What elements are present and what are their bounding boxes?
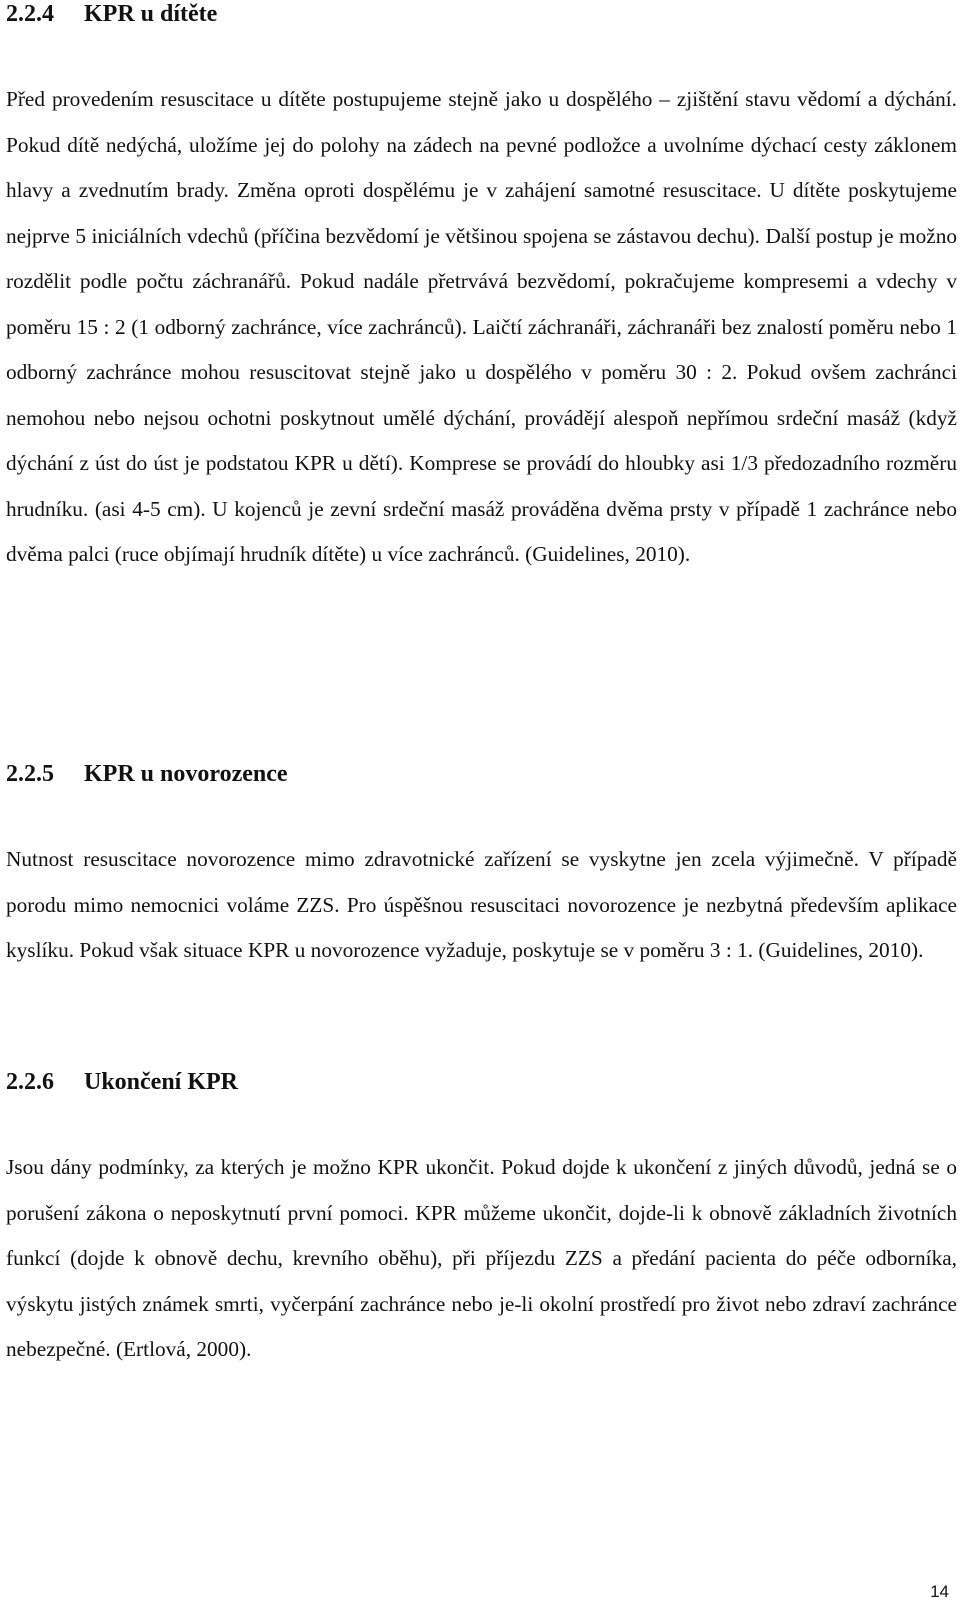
section-number: 2.2.5 (6, 761, 54, 787)
section-heading-2-2-4 (6, 0, 217, 28)
section-title: KPR u novorozence (84, 761, 288, 787)
page-number: 14 (930, 1582, 949, 1601)
section-heading-2-2-5 (6, 760, 288, 788)
section-paragraph-2-2-4: Před provedením resuscitace u dítěte postupujeme stejně jako u dospělého – zjištění stavu vědomí a dýchání. Pokud dítě nedýchá, uložíme jej do polohy na zádech na pevné podložce a uvolníme dýchací cesty záklonem hlavy a zvednutím brady. Změna oproti dospělému je v zahájení samotné resuscitace. U dítěte poskytujeme nejprve 5 iniciálních vdechů (příčina bezvědomí je většinou spojena se zástavou dechu). Další postup je možno rozdělit podle počtu záchranářů. Pokud nadále přetrvává bezvědomí, pokračujeme kompresemi a vdechy v poměru 15 : 2 (1 odborný zachránce, více zachránců). Laičtí záchranáři, záchranáři bez znalostí poměru nebo 1 odborný zachránce mohou resuscitovat stejně jako u dospělého v poměru 30 : 2. Pokud ovšem zachránci nemohou nebo nejsou ochotni poskytnout umělé dýchání, provádějí alespoň nepřímou srdeční masáž (když dýchání z úst do úst je podstatou KPR u dětí). Komprese se provádí do hloubky asi 1/3 předozadního rozměru hrudníku. (asi 4-5 cm). U kojenců je zevní srdeční masáž prováděna dvěma prsty v případě 1 zachránce nebo dvěma palci (ruce objímají hrudník dítěte) u více zachránců. (Guidelines, 2010). (6, 87, 957, 566)
section-paragraph-2-2-6: Jsou dány podmínky, za kterých je možno KPR ukončit. Pokud dojde k ukončení z jiných důvodů, jedná se o porušení zákona o neposkytnutí první pomoci. KPR můžeme ukončit, dojde-li k obnově základních životních funkcí (dojde k obnově dechu, krevního oběhu), při příjezdu ZZS a předání pacienta do péče odborníka, výskytu jistých známek smrti, vyčerpání zachránce nebo je-li okolní prostředí pro život nebo zdraví zachránce nebezpečné. (Ertlová, 2000). (6, 1155, 957, 1361)
section-number: 2.2.4 (6, 1, 54, 27)
section-title: Ukončení KPR (84, 1069, 239, 1095)
section-paragraph-2-2-5: Nutnost resuscitace novorozence mimo zdravotnické zařízení se vyskytne jen zcela výjimečně. V případě porodu mimo nemocnici voláme ZZS. Pro úspěšnou resuscitaci novorozence je nezbytná především aplikace kyslíku. Pokud však situace KPR u novorozence vyžaduje, poskytuje se v poměru 3 : 1. (Guidelines, 2010). (6, 847, 957, 962)
section-number: 2.2.6 (6, 1069, 54, 1095)
section-heading-2-2-6 (6, 1068, 238, 1096)
section-title: KPR u dítěte (84, 1, 218, 27)
